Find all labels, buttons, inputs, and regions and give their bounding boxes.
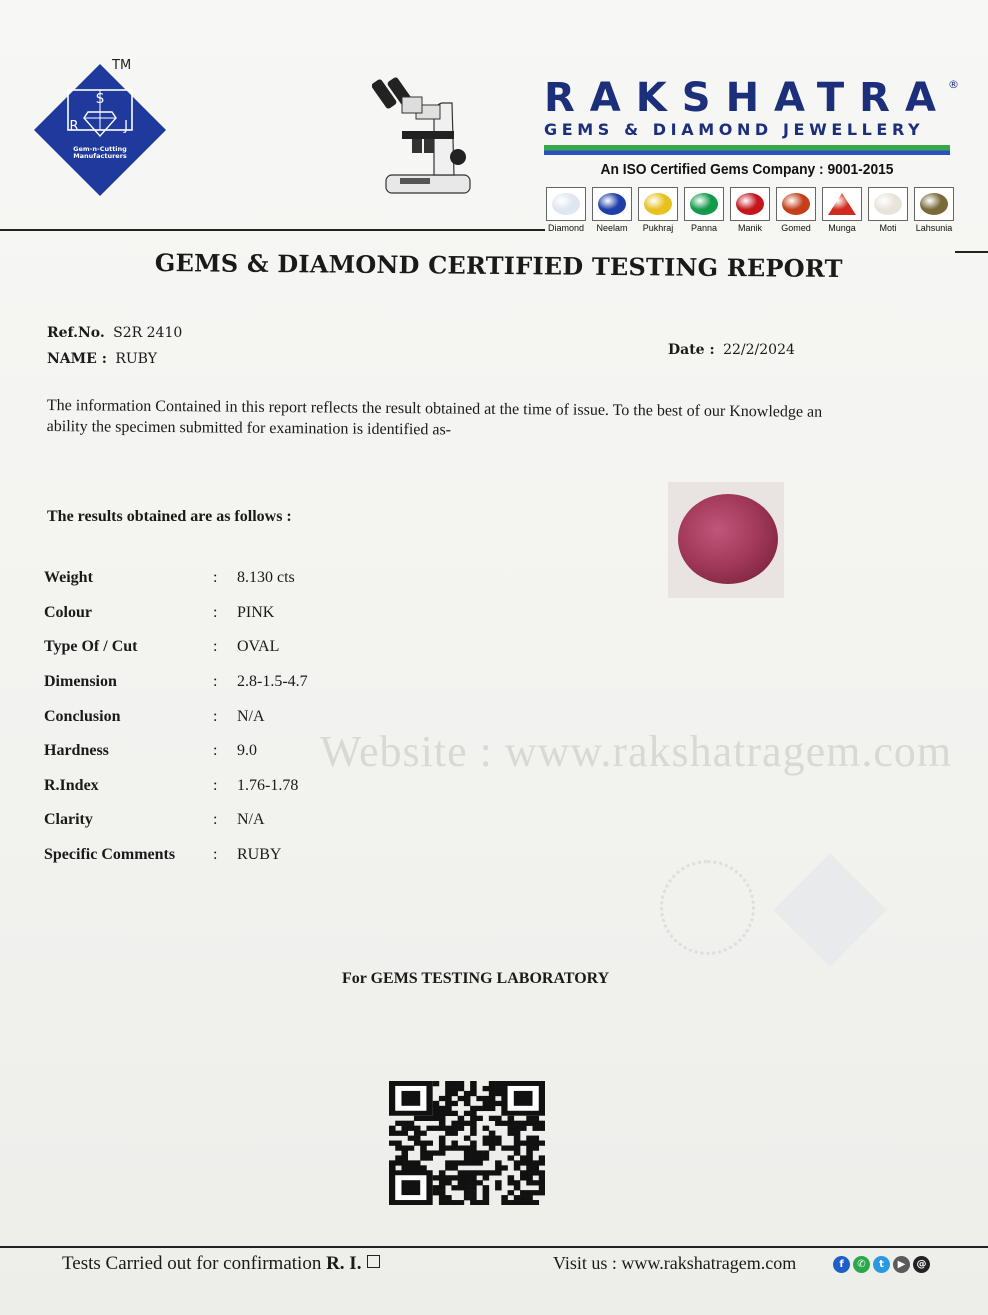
logo-letter-s: S bbox=[95, 92, 105, 107]
facebook-icon[interactable]: f bbox=[833, 1256, 850, 1273]
gemstone-lahsunia bbox=[913, 187, 955, 239]
iso-certification: An ISO Certified Gems Company : 9001-2015 bbox=[600, 161, 894, 178]
result-label: Colour bbox=[44, 604, 92, 621]
result-row bbox=[44, 811, 544, 835]
report-title: GEMS & DIAMOND CERTIFIED TESTING REPORT bbox=[154, 248, 843, 284]
brand-name: RAKSHATRA bbox=[544, 75, 951, 121]
gemstone-thumb bbox=[822, 187, 862, 221]
gemstone-neelam bbox=[591, 187, 633, 239]
date-label: Date : bbox=[668, 342, 715, 358]
result-value: N/A bbox=[237, 708, 265, 725]
result-separator: : bbox=[213, 777, 218, 794]
brand-block bbox=[544, 76, 964, 178]
result-row bbox=[44, 638, 544, 662]
result-separator: : bbox=[213, 811, 218, 828]
panna-icon bbox=[690, 193, 718, 215]
gemstone-label: Panna bbox=[690, 223, 718, 233]
footer-website[interactable]: Visit us : www.rakshatragem.com bbox=[553, 1253, 797, 1273]
munga-icon bbox=[828, 193, 856, 215]
gemstone-thumb bbox=[638, 187, 678, 221]
trademark-mark: TM bbox=[112, 58, 132, 73]
gemstone-label: Moti bbox=[879, 223, 897, 233]
ruby-stone-image bbox=[678, 494, 778, 584]
date-line bbox=[668, 342, 795, 358]
result-row bbox=[44, 673, 544, 697]
logo-letter-j: J bbox=[124, 119, 128, 134]
gemstone-label: Lahsunia bbox=[915, 223, 953, 233]
gemstone-thumb bbox=[730, 187, 770, 221]
gemstone-label: Gomed bbox=[781, 223, 811, 233]
moti-icon bbox=[874, 193, 902, 215]
rsj-logo bbox=[30, 60, 170, 200]
watermark-logo bbox=[773, 853, 886, 966]
ref-line bbox=[47, 325, 182, 341]
gemstone-pukhraj bbox=[637, 187, 679, 239]
gemstone-diamond bbox=[545, 187, 587, 239]
gemstone-label: Pukhraj bbox=[642, 223, 674, 233]
intro-paragraph: The information Contained in this report reflects the result obtained at the time of issue. To the best of our Knowledge an ability the specimen submitted for examination is identified as- bbox=[46, 396, 823, 439]
result-label: Dimension bbox=[44, 673, 117, 690]
footer-ri-label: R. I. bbox=[326, 1253, 362, 1274]
name-value: RUBY bbox=[115, 351, 157, 367]
results-heading: The results obtained are as follows : bbox=[47, 508, 292, 525]
result-value: PINK bbox=[237, 604, 275, 621]
gemstone-panna bbox=[683, 187, 725, 239]
date-value: 22/2/2024 bbox=[723, 342, 795, 358]
gemstone-thumb bbox=[776, 187, 816, 221]
result-label: R.Index bbox=[44, 777, 99, 794]
result-row bbox=[44, 777, 544, 801]
result-label: Weight bbox=[44, 569, 93, 586]
gemstone-photo bbox=[668, 482, 784, 598]
gemstone-strip bbox=[545, 187, 955, 239]
watermark-seal bbox=[660, 860, 755, 955]
gemstone-moti bbox=[867, 187, 909, 239]
result-row bbox=[44, 846, 544, 870]
gemstone-manik bbox=[729, 187, 771, 239]
microscope-image bbox=[372, 75, 477, 200]
registered-mark: ® bbox=[948, 78, 959, 91]
gemstone-gomed bbox=[775, 187, 817, 239]
result-label: Conclusion bbox=[44, 708, 121, 725]
youtube-icon[interactable]: ▶ bbox=[893, 1256, 910, 1273]
lahsunia-icon bbox=[920, 193, 948, 215]
gemstone-thumb bbox=[546, 187, 586, 221]
ri-checkbox[interactable] bbox=[367, 1255, 380, 1268]
qr-code bbox=[389, 1081, 545, 1205]
lab-signature-line: For GEMS TESTING LABORATORY bbox=[342, 970, 610, 987]
gemstone-label: Munga bbox=[828, 223, 856, 233]
name-label: NAME : bbox=[47, 351, 107, 367]
header-divider bbox=[0, 229, 545, 231]
diamond-icon bbox=[552, 193, 580, 215]
name-line bbox=[47, 351, 157, 367]
result-row bbox=[44, 604, 544, 628]
result-value: 9.0 bbox=[237, 742, 257, 759]
logo-caption: Gem-n-Cutting Manufacturers bbox=[73, 145, 127, 160]
result-value: 8.130 cts bbox=[237, 569, 295, 586]
result-label: Type Of / Cut bbox=[44, 638, 138, 655]
footer-divider bbox=[0, 1246, 988, 1248]
gemstone-thumb bbox=[868, 187, 908, 221]
social-icons bbox=[833, 1256, 930, 1273]
ref-value: S2R 2410 bbox=[113, 325, 183, 341]
footer-confirmation-text: Tests Carried out for confirmation bbox=[62, 1253, 322, 1274]
gemstone-label: Neelam bbox=[596, 223, 628, 233]
gemstone-thumb bbox=[684, 187, 724, 221]
result-separator: : bbox=[213, 638, 218, 655]
pukhraj-icon bbox=[644, 193, 672, 215]
result-label: Specific Comments bbox=[44, 846, 176, 863]
result-value: 1.76-1.78 bbox=[237, 777, 299, 794]
gemstone-label: Manik bbox=[737, 223, 762, 233]
whatsapp-icon[interactable]: ✆ bbox=[853, 1256, 870, 1273]
result-label: Clarity bbox=[44, 811, 93, 828]
brand-subtitle: GEMS & DIAMOND JEWELLERY bbox=[544, 120, 925, 139]
result-separator: : bbox=[213, 604, 218, 621]
gemstone-thumb bbox=[592, 187, 632, 221]
result-separator: : bbox=[213, 569, 218, 586]
brand-color-bar bbox=[544, 145, 950, 155]
result-value: RUBY bbox=[237, 846, 282, 863]
header-divider-right bbox=[955, 251, 988, 253]
neelam-icon bbox=[598, 193, 626, 215]
result-separator: : bbox=[213, 673, 218, 690]
threads-icon[interactable]: @ bbox=[913, 1256, 930, 1273]
manik-icon bbox=[736, 193, 764, 215]
gemstone-thumb bbox=[914, 187, 954, 221]
result-value: N/A bbox=[237, 811, 265, 828]
result-separator: : bbox=[213, 846, 218, 863]
website-watermark: Website : www.rakshatragem.com bbox=[320, 727, 953, 776]
gemstone-label: Diamond bbox=[547, 223, 585, 233]
gomed-icon bbox=[782, 193, 810, 215]
result-separator: : bbox=[213, 708, 218, 725]
result-row bbox=[44, 569, 544, 593]
result-value: 2.8-1.5-4.7 bbox=[237, 673, 308, 690]
result-separator: : bbox=[213, 742, 218, 759]
ref-label: Ref.No. bbox=[47, 325, 105, 341]
result-value: OVAL bbox=[237, 638, 280, 655]
twitter-icon[interactable]: t bbox=[873, 1256, 890, 1273]
result-label: Hardness bbox=[44, 742, 109, 759]
logo-letter-r: R bbox=[69, 119, 79, 134]
footer-confirmation bbox=[62, 1253, 380, 1275]
gemstone-munga bbox=[821, 187, 863, 239]
